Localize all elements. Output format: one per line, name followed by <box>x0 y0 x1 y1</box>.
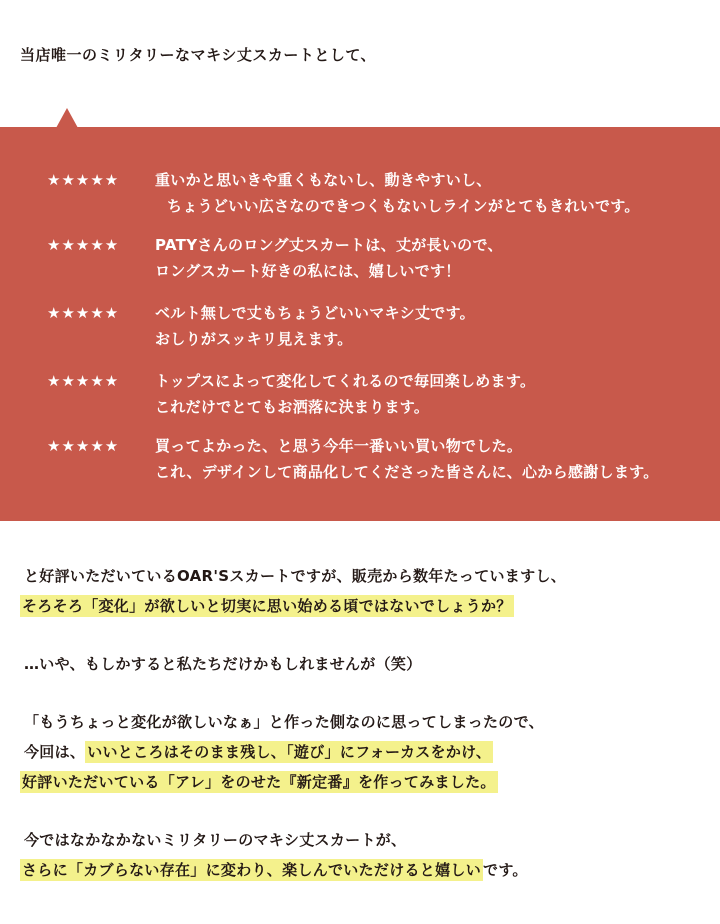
reviews-panel <box>0 127 720 521</box>
highlighted-text: いいところはそのまま残し、「遊び」にフォーカスをかけ、 <box>87 743 492 761</box>
body-paragraph-4-line2 <box>20 859 528 880</box>
star-rating-icon: ★★★★★ <box>47 236 120 254</box>
review-text-line2: おしりがスッキリ見えます。 <box>155 330 353 348</box>
body-paragraph-2: …いや、もしかすると私たちだけかもしれませんが（笑） <box>24 655 422 673</box>
star-rating-icon: ★★★★★ <box>47 372 120 390</box>
highlighted-text: さらに「カブらない存在」に変わり、楽しんでいただけると嬉しい <box>22 861 482 879</box>
review-text-line1: 重いかと思いきや重くもないし、動きやすいし、 <box>155 171 492 189</box>
body-text-plain: です。 <box>483 861 528 879</box>
body-paragraph-3-line2 <box>24 741 493 762</box>
review-text-line2: これだけでとてもお洒落に決まります。 <box>155 398 430 416</box>
speech-bubble-tail <box>56 108 78 128</box>
body-paragraph-4-line1: 今ではなかなかないミリタリーのマキシ丈スカートが、 <box>24 831 407 849</box>
review-text-line2: ちょうどいい広さなのできつくもないしラインがとてもきれいです。 <box>167 197 640 215</box>
body-text-plain: 今回は、 <box>24 743 86 761</box>
review-text-line1: トップスによって変化してくれるので毎回楽しめます。 <box>155 372 536 390</box>
star-rating-icon: ★★★★★ <box>47 437 120 455</box>
review-text-line1: 買ってよかった、と思う今年一番いい買い物でした。 <box>155 437 523 455</box>
star-rating-icon: ★★★★★ <box>47 304 120 322</box>
body-paragraph-3-line1: 「もうちょっと変化が欲しいなぁ」と作った側なのに思ってしまったので、 <box>24 713 544 731</box>
body-paragraph-3-line3 <box>20 771 498 792</box>
body-paragraph-1-line2 <box>20 595 514 616</box>
review-text-line1: PATYさんのロング丈スカートは、丈が長いので、 <box>155 236 503 254</box>
review-text-line2: これ、デザインして商品化してくださった皆さんに、心から感謝します。 <box>155 463 659 481</box>
star-rating-icon: ★★★★★ <box>47 171 120 189</box>
highlighted-text: 好評いただいている「アレ」をのせた『新定番』を作ってみました。 <box>22 773 496 791</box>
body-paragraph-1-line1: と好評いただいているOAR'Sスカートですが、販売から数年たっていますし、 <box>24 567 567 585</box>
review-text-line1: ベルト無しで丈もちょうどいいマキシ丈です。 <box>155 304 475 322</box>
intro-text: 当店唯一のミリタリーなマキシ丈スカートとして、 <box>20 46 377 64</box>
review-text-line2: ロングスカート好きの私には、嬉しいです！ <box>155 262 461 280</box>
highlighted-text: そろそろ「変化」が欲しいと切実に思い始める頃ではないでしょうか？ <box>22 597 512 615</box>
